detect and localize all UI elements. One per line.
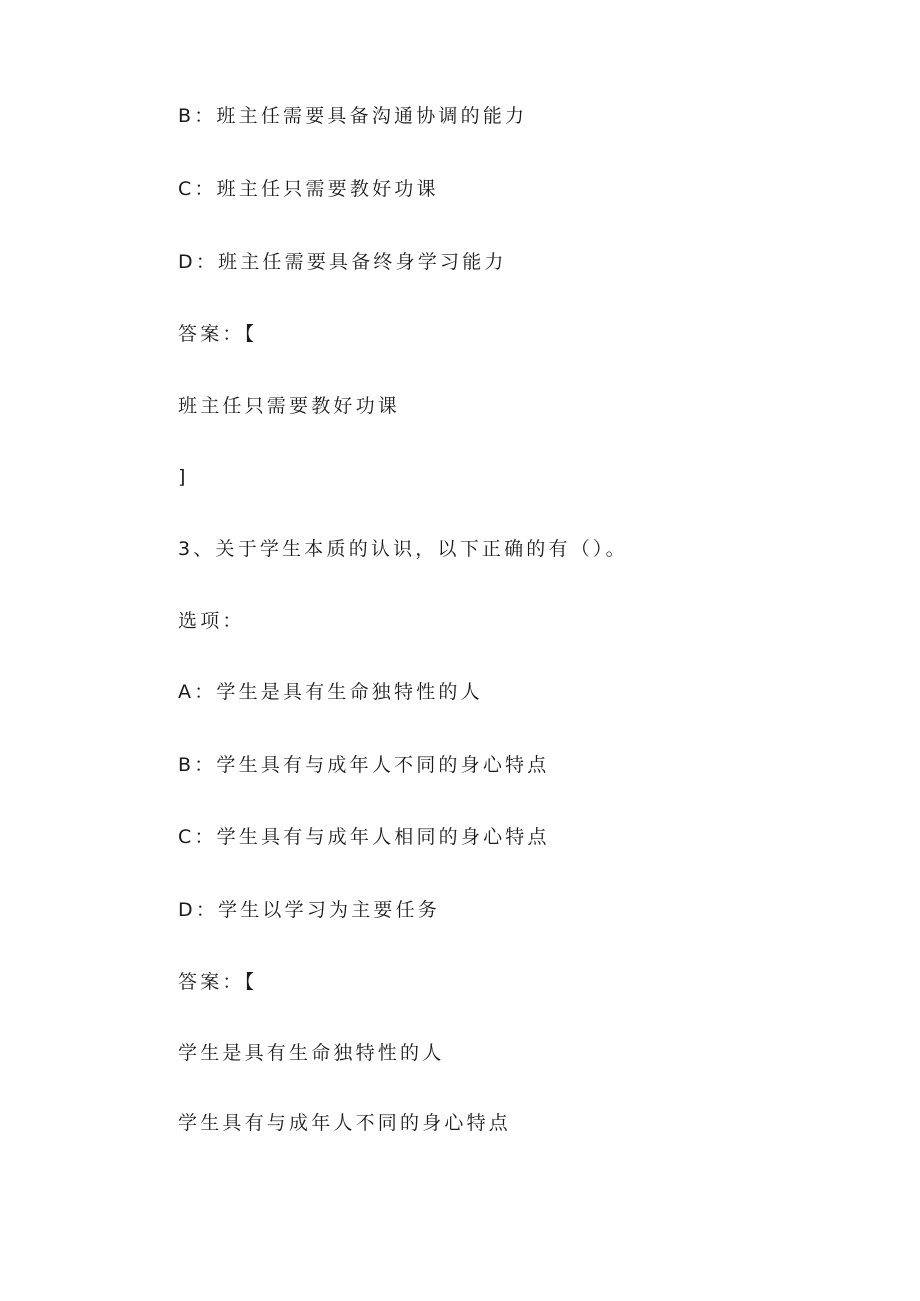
q3-option-a: A：学生是具有生命独特性的人 bbox=[178, 681, 483, 703]
q3-answer-label: 答案：【 bbox=[178, 971, 258, 993]
q3-option-b: B：学生具有与成年人不同的身心特点 bbox=[178, 754, 550, 776]
q3-answer-text-1: 学生是具有生命独特性的人 bbox=[178, 1042, 445, 1064]
q2-answer-label: 答案：【 bbox=[178, 323, 258, 345]
q3-options-label: 选项： bbox=[178, 610, 245, 632]
q3-answer-text-2: 学生具有与成年人不同的身心特点 bbox=[178, 1112, 512, 1134]
q3-option-c: C：学生具有与成年人相同的身心特点 bbox=[178, 826, 550, 848]
q2-option-b: B：班主任需要具备沟通协调的能力 bbox=[178, 105, 528, 127]
q3-question: 3、关于学生本质的认识，以下正确的有（）。 bbox=[178, 538, 628, 560]
q2-answer-close: ] bbox=[178, 466, 189, 488]
q2-answer-text: 班主任只需要教好功课 bbox=[178, 395, 401, 417]
q2-option-d: D：班主任需要具备终身学习能力 bbox=[178, 251, 507, 273]
q3-option-d: D：学生以学习为主要任务 bbox=[178, 899, 441, 921]
q2-option-c: C：班主任只需要教好功课 bbox=[178, 178, 439, 200]
